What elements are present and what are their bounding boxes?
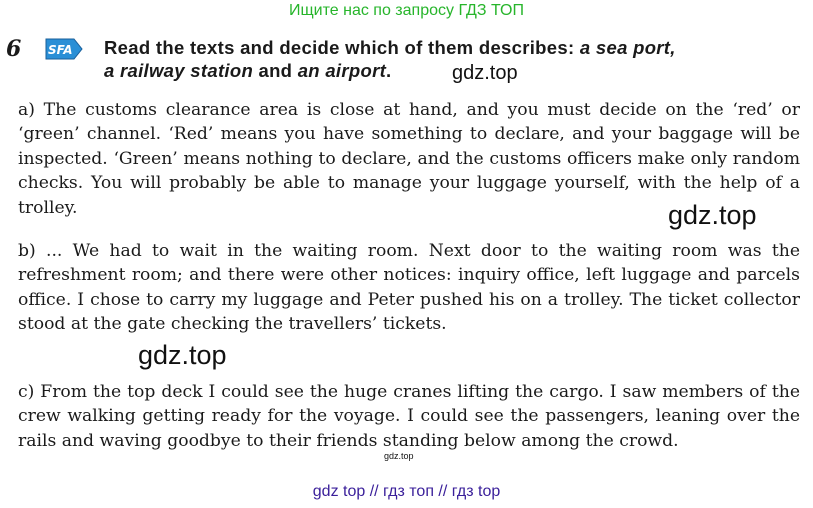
heading-sea-port: a sea port,	[579, 37, 676, 58]
heading-text: Read the texts and decide which of them describes:	[104, 37, 580, 58]
paragraph-b: b) ... We had to wait in the waiting room. Next door to the waiting room was the refreshment room; and there were other notices: inquiry office, left luggage and parcels office. I chose to carry my luggage and Peter pushed his on a trolley. The ticket collector stood at the gate checking the travellers’ tickets.	[18, 241, 800, 335]
watermark: gdz.top	[138, 340, 227, 370]
watermark: gdz.top	[668, 200, 757, 230]
task-number: 6	[6, 36, 22, 62]
paragraph-c: c) From the top deck I could see the huge cranes lifting the cargo. I saw members of the crew walking getting ready for the voyage. I could see the passengers, leaning over the rails and waving goodbye to their friends standing below among the crowd.	[18, 382, 800, 451]
sfa-badge-icon	[44, 35, 84, 63]
heading-railway-station: a railway station	[104, 60, 254, 81]
footer-links: gdz top // гдз топ // гдз top	[312, 483, 501, 500]
heading-period: .	[386, 60, 392, 81]
watermark: gdz.top	[452, 62, 518, 84]
heading-and: and	[253, 60, 298, 81]
watermark: gdz.top	[384, 451, 414, 461]
site-banner: Ищите нас по запросу ГДЗ ТОП	[289, 2, 524, 19]
heading-airport: an airport	[297, 60, 387, 81]
paragraph-a: a) The customs clearance area is close at hand, and you must decide on the ‘red’ or ‘green’ channel. ‘Red’ means you have something to declare, and your baggage will be inspected. ‘Green’ means nothing to declare, and the customs officers make only random checks. You will probably be able to manage your luggage yourself, with the help of a trolley.	[18, 100, 800, 218]
sfa-badge-label: SFA	[48, 43, 73, 57]
